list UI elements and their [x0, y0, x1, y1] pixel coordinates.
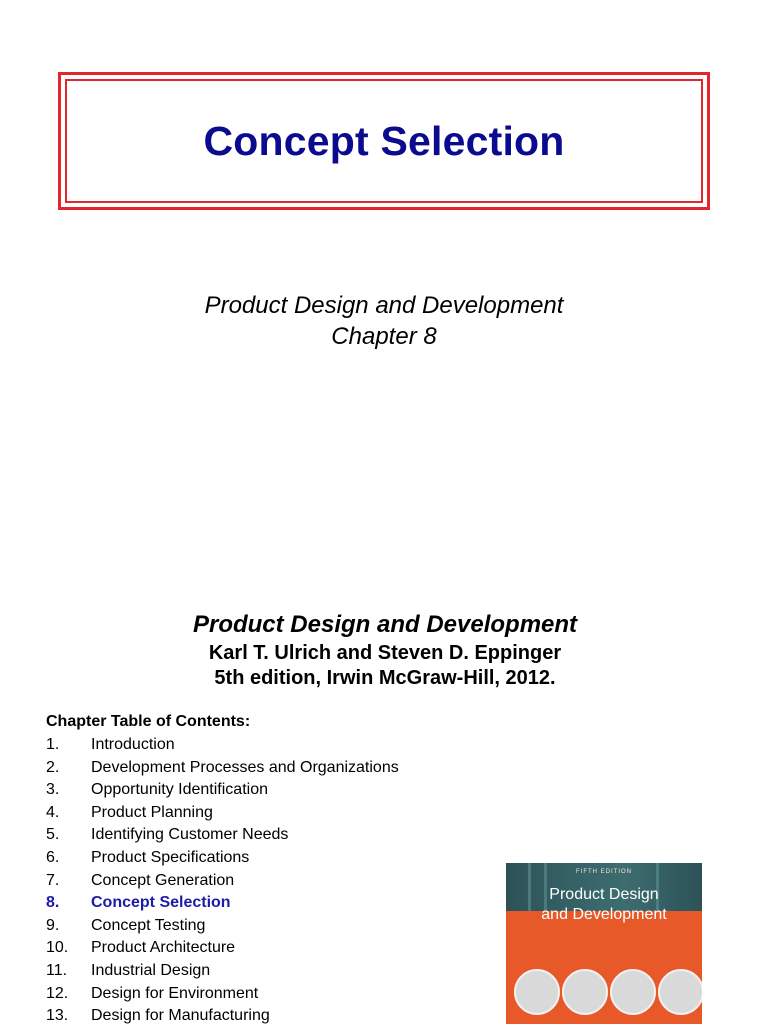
cover-title-development: Development [572, 906, 667, 923]
book-cover [506, 863, 702, 1024]
toc-item [46, 734, 399, 757]
cover-edition: FIFTH EDITION [576, 869, 632, 875]
toc-item-label: Development Processes and Organizations [91, 758, 399, 776]
cover-title-line2 [506, 905, 702, 924]
toc-list [46, 734, 399, 1028]
book-title: Product Design and Development [192, 611, 578, 638]
toc-item-number: 7. [46, 871, 60, 889]
toc-item-number: 12. [46, 984, 69, 1002]
toc-item-number: 8. [46, 894, 60, 912]
toc-item [46, 1005, 399, 1028]
title-box [58, 72, 710, 210]
toc-item-number: 9. [46, 916, 60, 934]
subtitle [0, 290, 768, 352]
cover-product-image [610, 969, 656, 1015]
toc-item-label: Opportunity Identification [91, 781, 268, 799]
toc-item [46, 847, 399, 870]
toc-item-number: 6. [46, 848, 60, 866]
toc-item [46, 960, 399, 983]
toc-item-label: Industrial Design [91, 961, 211, 979]
toc-item-number: 1. [46, 736, 60, 753]
toc-item-label: Design for Environment [91, 984, 259, 1002]
toc-item-label: Concept Selection [91, 894, 231, 912]
toc-item-number: 13. [46, 1007, 69, 1025]
toc-item-label: Product Planning [91, 803, 213, 821]
subtitle-chapter: Chapter 8 [331, 323, 437, 350]
book-edition: 5th edition, Irwin McGraw-Hill, 2012. [214, 667, 556, 689]
toc-item-number: 10. [46, 939, 69, 957]
toc-item [46, 824, 399, 847]
toc-item [46, 779, 399, 802]
toc-item [46, 870, 399, 893]
toc-item-number: 2. [46, 758, 60, 776]
subtitle-book: Product Design and Development [204, 292, 564, 319]
cover-title-line1: Product Design [549, 886, 659, 903]
cover-product-image [514, 969, 560, 1015]
cover-product-image [562, 969, 608, 1015]
toc-item-label: Product Specifications [91, 848, 250, 866]
toc-item-number: 4. [46, 803, 60, 821]
toc-item-label: Concept Generation [91, 871, 235, 889]
toc-item-number: 11. [46, 961, 68, 979]
toc-item [46, 802, 399, 825]
toc-item-number: 3. [46, 781, 60, 799]
toc-heading: Chapter Table of Contents: [46, 713, 251, 730]
toc-item [46, 757, 399, 780]
toc-item-label: Design for Manufacturing [91, 1007, 270, 1025]
toc-item [46, 983, 399, 1006]
cover-title-and: and [541, 906, 568, 923]
book-authors: Karl T. Ulrich and Steven D. Eppinger [208, 642, 562, 664]
page-title: Concept Selection [203, 117, 565, 164]
toc-item [46, 892, 399, 915]
cover-product-image [658, 969, 702, 1015]
toc-item-label: Concept Testing [91, 916, 206, 934]
toc-item [46, 937, 399, 960]
toc-item-label: Identifying Customer Needs [91, 826, 289, 844]
toc-item [46, 915, 399, 938]
toc-item-label: Introduction [91, 736, 175, 753]
toc-item-number: 5. [46, 826, 60, 844]
toc-item-label: Product Architecture [91, 939, 236, 957]
